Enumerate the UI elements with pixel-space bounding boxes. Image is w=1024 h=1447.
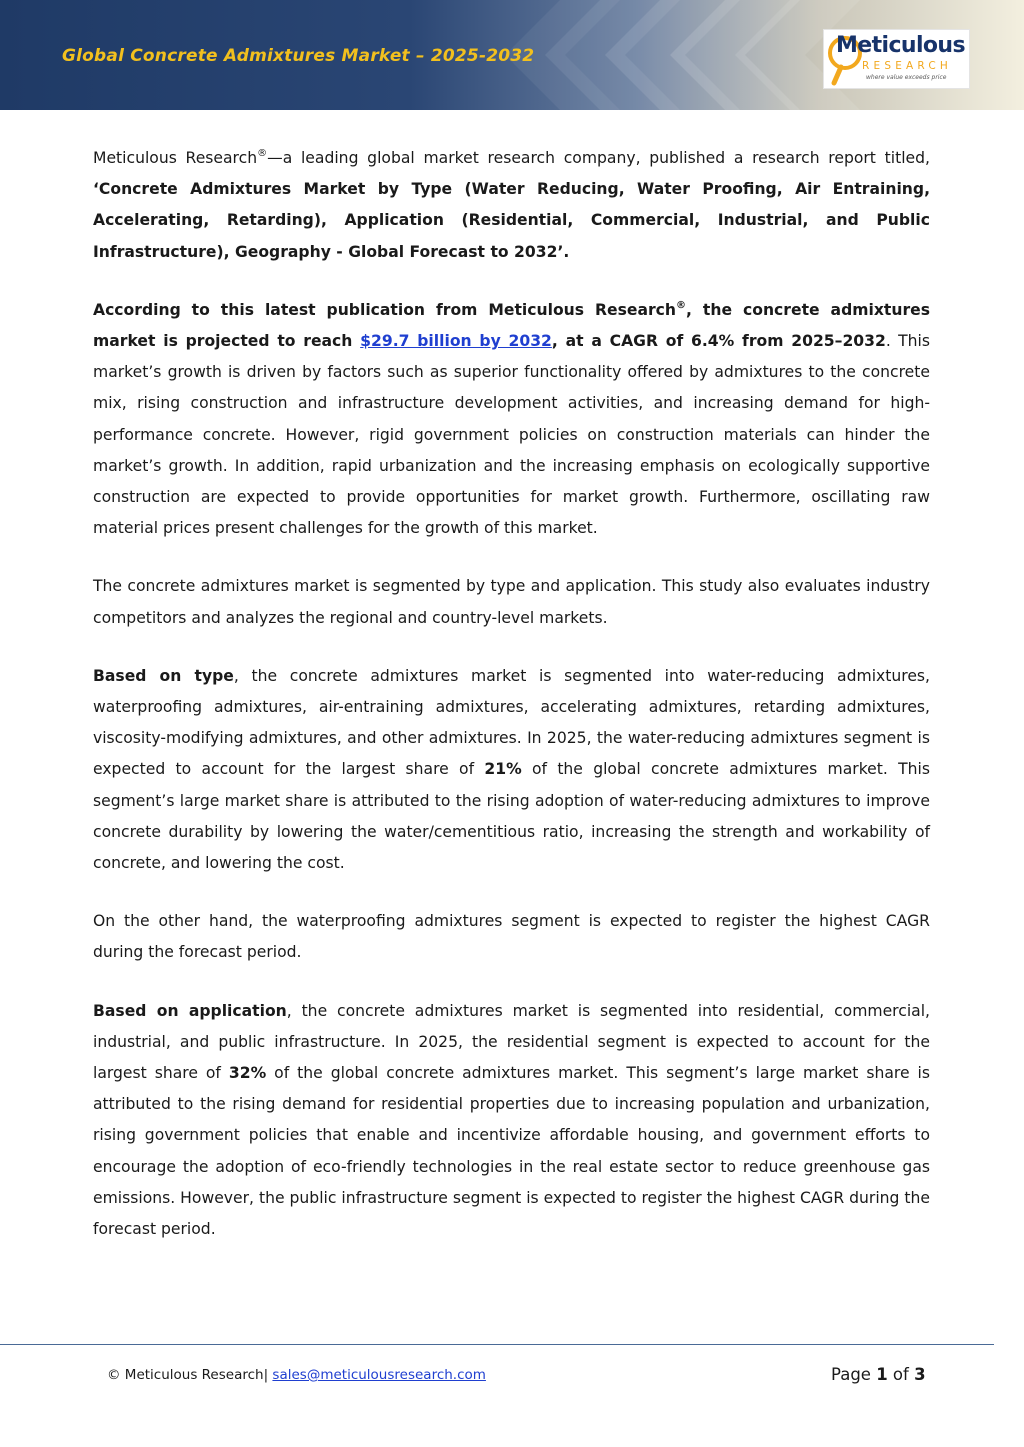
- footer-email-link[interactable]: sales@meticulousresearch.com: [272, 1367, 486, 1383]
- paragraph-by-application: Based on application, the concrete admixtures market is segmented into residential, commercial, industrial, and public infrastructure. In 2025, the residential segment is expected to account for the largest share of 32% of the global concrete admixtures market. This segment’s large market share is attributed to the rising demand for residential properties due to increasing population and urbanization, rising government policies that enable and incentivize affordable housing, and government efforts to encourage the adoption of eco-friendly technologies in the real estate sector to reduce greenhouse gas emissions. However, the public infrastructure segment is expected to register the highest CAGR during the forecast period.: [93, 1001, 930, 1239]
- paragraph-intro: Meticulous Research®—a leading global market research company, published a research report titled, ‘Concrete Admixtures Market by Type (Water Reducing, Water Proofing, Air Entraining, Accelerating, Retarding), Application (Residential, Commercial, Industrial, and Public Infrastructure), Geography - Global Forecast to 2032’.: [93, 148, 930, 261]
- company-logo: [823, 29, 970, 89]
- footer-divider: [0, 1344, 994, 1345]
- paragraph-by-type: Based on type, the concrete admixtures market is segmented into water-reducing admixtures, waterproofing admixtures, air-entraining admixtures, accelerating admixtures, retarding admixtures, viscosity-modifying admixtures, and other admixtures. In 2025, the water-reducing admixtures segment is expected to account for the largest share of 21% of the global concrete admixtures market. This segment’s large market share is attributed to the rising adoption of water-reducing admixtures to improve concrete durability by lowering the water/cementitious ratio, increasing the strength and workability of concrete, and lowering the cost.: [93, 666, 931, 873]
- report-body: [93, 143, 930, 1272]
- logo-tagline: where value exceeds price: [866, 74, 947, 81]
- logo-subtitle: RESEARCH: [862, 60, 953, 72]
- logo-name: Meticulous: [836, 33, 965, 58]
- type-share-value: 21%: [484, 760, 522, 779]
- application-share-value: 32%: [228, 1064, 267, 1083]
- report-title: ‘Concrete Admixtures Market by Type (Water Reducing, Water Proofing, Air Entraining, Accelerating, Retarding), Application (Residential, Commercial, Industrial, and Public Infrastructure), Geography - Global Forecast to 2032’.: [93, 180, 930, 261]
- page-number: Page 1 of 3: [831, 1365, 926, 1384]
- header-title: Global Concrete Admixtures Market – 2025-2032: [62, 46, 535, 66]
- page-header: [0, 0, 1024, 110]
- paragraph-forecast: According to this latest publication from Meticulous Research®, the concrete admixtures market is projected to reach $29.7 billion by 2032, at a CAGR of 6.4% from 2025–2032. This market’s growth is driven by factors such as superior functionality offered by admixtures to the concrete mix, rising construction and infrastructure development activities, and increasing demand for high-performance concrete. However, rigid government policies on construction materials can hinder the market’s growth. In addition, rapid urbanization and the increasing emphasis on ecologically supportive construction are expected to provide opportunities for market growth. Furthermore, oscillating raw material prices present challenges for the growth of this market.: [93, 299, 930, 538]
- paragraph-waterproofing: On the other hand, the waterproofing admixtures segment is expected to register the highest CAGR during the forecast period.: [93, 912, 930, 962]
- market-size-link[interactable]: $29.7 billion by 2032: [360, 332, 552, 351]
- footer-copyright: © Meticulous Research| sales@meticulousresearch.com: [107, 1367, 486, 1383]
- paragraph-segmentation: The concrete admixtures market is segmented by type and application. This study also evaluates industry competitors and analyzes the regional and country-level markets.: [93, 577, 930, 627]
